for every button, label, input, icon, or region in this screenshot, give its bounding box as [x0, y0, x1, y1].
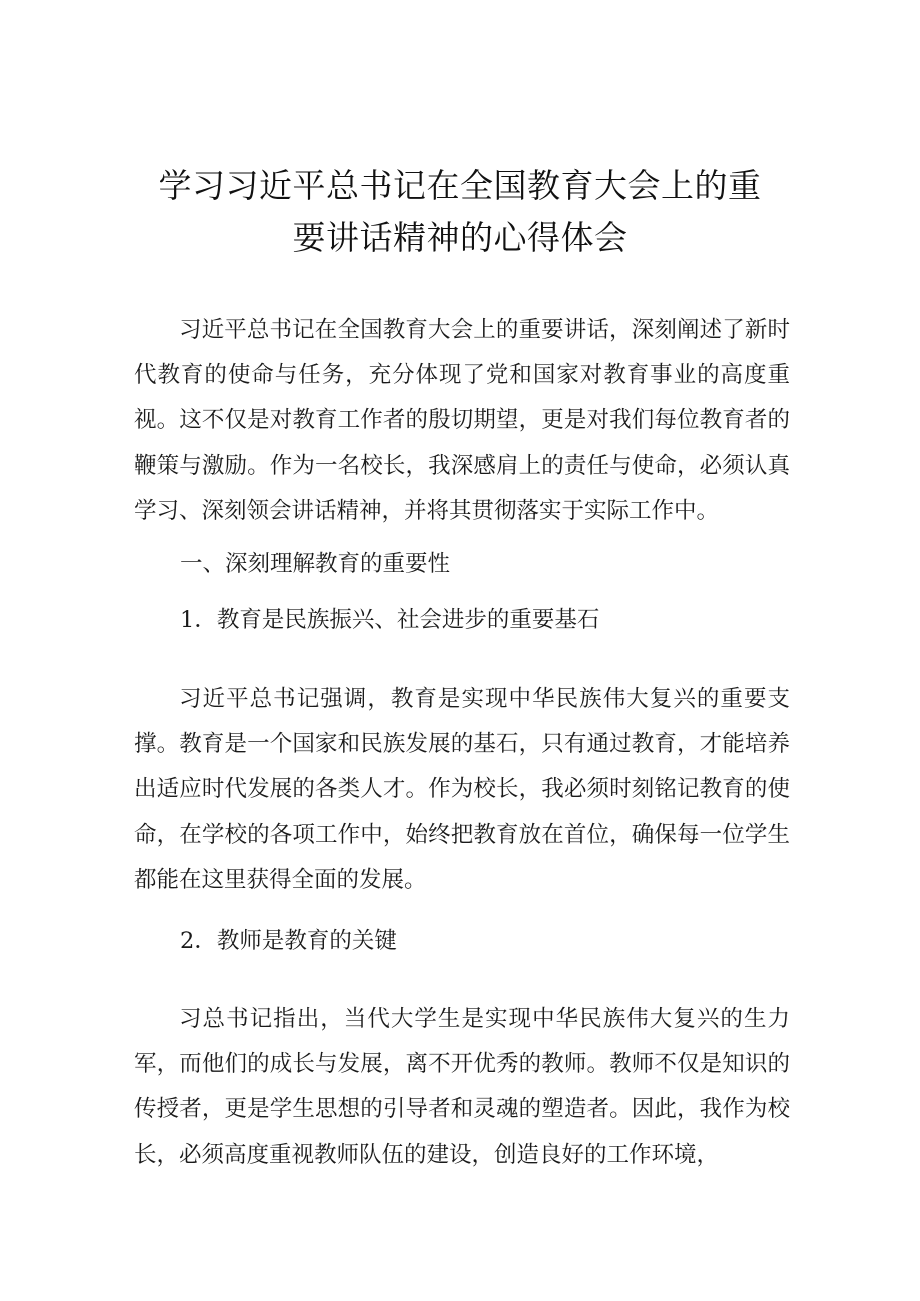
- subsection-heading-2: 2．教师是教育的关键: [180, 928, 397, 954]
- document-title-line-2: 要讲话精神的心得体会: [292, 218, 628, 257]
- body-paragraph-2: 习近平总书记强调，教育是实现中华民族伟大复兴的重要支撑。教育是一个国家和民族发展的基石，只有通过教育，才能培养出适应时代发展的各类人才。作为校长，我必须时刻铭记教育的使命，在学校的各项工作中，始终把教育放在首位，确保每一位学生都能在这里获得全面的发展。: [134, 686, 790, 893]
- subsection-heading-1: 1．教育是民族振兴、社会进步的重要基石: [180, 607, 600, 633]
- section-heading-1: 一、深刻理解教育的重要性: [180, 551, 451, 577]
- body-paragraph-3: 习总书记指出，当代大学生是实现中华民族伟大复兴的生力军，而他们的成长与发展，离不开优秀的教师。教师不仅是知识的传授者，更是学生思想的引导者和灵魂的塑造者。因此，我作为校长，必须高度重视教师队伍的建设，创造良好的工作环境，: [134, 1006, 790, 1168]
- body-paragraph-intro: 习近平总书记在全国教育大会上的重要讲话，深刻阐述了新时代教育的使命与任务，充分体现了党和国家对教育事业的高度重视。这不仅是对教育工作者的殷切期望，更是对我们每位教育者的鞭策与激励。作为一名校长，我深感肩上的责任与使命，必须认真学习、深刻领会讲话精神，并将其贯彻落实于实际工作中。: [134, 317, 790, 524]
- document-title-line-1: 学习习近平总书记在全国教育大会上的重: [158, 166, 762, 205]
